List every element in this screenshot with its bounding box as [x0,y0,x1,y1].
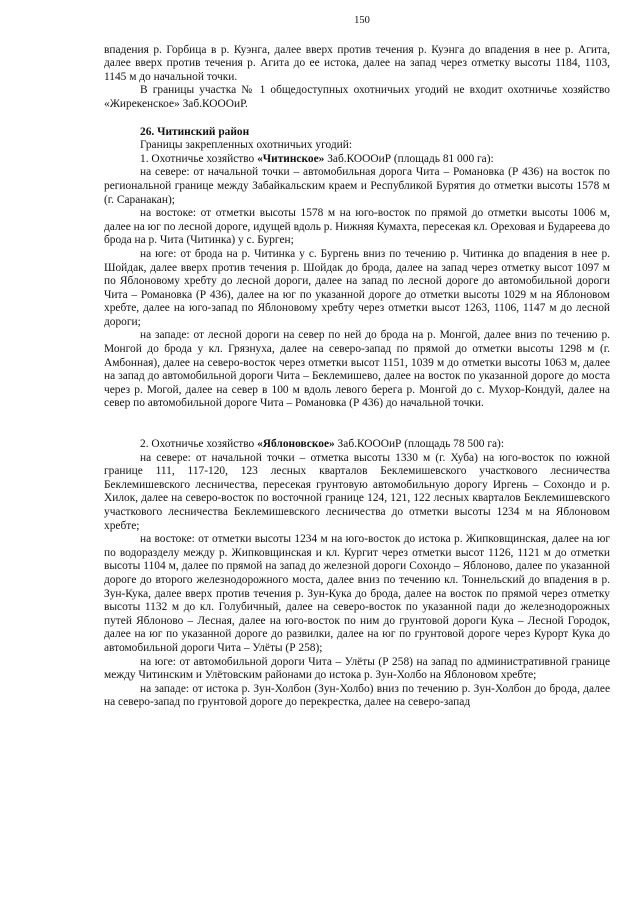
farm2-north: на севере: от начальной точки – отметка высоты 1330 м (г. Хуба) на юго-восток по южной границе 111, 117-120, 123 лесных кварталов Беклемишевского участкового лесничества Беклемишевского лесничества, пересекая грунтовую автомобильную дорогу Иргень – Сохондо и р. Хилок, далее на северо-восток по восточной границе 124, 121, 122 лесных кварталов Беклемишевского участкового лесничества Беклемишевского лесничества до отметки высоты 1234 м на Яблоновом хребте; [104,451,610,532]
boundaries-subheading: Границы закрепленных охотничьих угодий: [140,139,353,152]
farm2-south: на юге: от автомобильной дороги Чита – Улёты (Р 258) на запад по административной границе между Читинским и Улётовским районами до истока р. Зун-Холбо на Яблоновом хребте; [104,655,610,682]
farm2-suffix: Заб.КОООиР (площадь 78 500 га): [334,438,505,451]
intro-paragraph-1: впадения р. Горбица в р. Куэнга, далее вверх против течения р. Куэнга до впадения в нее р. Агита, далее вверх против течения р. Агита до ее истока, далее на запад через отметку высоты 1184, 1103, 1145 м до начальной точки. [104,43,610,83]
farm1-west: на западе: от лесной дороги на север по ней до брода на р. Монгой, далее вниз по течению р. Монгой до брода у кл. Грязнуха, далее на северо-запад по прямой до отметки высоты 1298 м (г. Амбонная), далее на северо-восток через отметки высот 1151, 1039 м до отметки высоты 1063 м, далее на запад до автомобильной дороги Чита – Беклемишево, далее на восток по указанной дороге до моста через р. Могой, далее на север в 100 м вдоль левого берега р. Монгой до с. Мухор-Кондуй, далее на север по автомобильной дороге Чита – Романовка (Р 436) до начальной точки. [104,329,610,410]
farm1-title [104,153,610,167]
farm1-prefix: 1. Охотничье хозяйство [140,152,258,165]
intro-paragraph-2: В границы участка № 1 общедоступных охотничьих угодий не входит охотничье хозяйство «Жирекенское» Заб.КОООиР. [104,84,610,110]
farm1-south: на юге: от брода на р. Читинка у с. Бургень вниз по течению р. Читинка до впадения в нее р. Шойдак, далее вверх против течения р. Шойдак до брода, далее на запад через отметку высот 1097 м по Яблоновому хребту до лесной дороги, далее на запад по лесной дороге до автомобильной дороги Чита – Романовка (Р 436), далее на юг по указанной дороге до отметки высоты 1029 м на Яблоновом хребте, далее на юго-запад по Яблоновому хребту через отметки высот 1263, 1106, 1147 м до лесной дороги; [104,247,610,328]
farm2-title [104,438,610,452]
farm2-name: «Яблоновское» [257,438,335,451]
district-heading: 26. Читинский район [140,125,250,138]
spacer [104,411,610,438]
spacer [104,112,610,126]
farm1-east: на востоке: от отметки высоты 1578 м на юго-восток по прямой до отметки высоты 1006 м, далее на юг по лесной дороге, идущей вдоль р. Нижняя Кумахта, пересекая кл. Ореховая и Будареева до брода на р. Чита (Читинка) у с. Бурген; [104,207,610,247]
page-number: 150 [354,15,370,26]
farm2-west: на западе: от истока р. Зун-Холбон (Зун-Холбо) вниз по течению р. Зун-Холбон до брода, далее на северо-запад по грунтовой дороге до перекрестка, далее на северо-запад [104,682,610,709]
farm1-suffix: Заб.КОООиР (площадь 81 000 га): [324,152,494,165]
farm1-north: на севере: от начальной точки – автомобильная дорога Чита – Романовка (Р 436) на восток по региональной границе между Забайкальским краем и Республикой Бурятия до отметки высоты 1578 м (г. Саранакан); [104,166,610,206]
farm2-prefix: 2. Охотничье хозяйство [140,438,258,451]
section-heading [104,126,610,140]
farm2-east: на востоке: от отметки высоты 1234 м на юго-восток до истока р. Жипковщинская, далее на юг по водоразделу между р. Жипковщинская и кл. Кургит через отметки высот 1126, 1121 м до отметки высоты 1104 м, далее по прямой на запад до железной дороги Сохондо – Яблоново, далее по указанной дороге до второго железнодорожного моста, далее вниз по течению кл. Тоннельский до впадения в р. Зун-Кука, далее вверх против течения р. Зун-Кука до брода, далее на восток по прямой через отметку высоты 1132 м до кл. Голубичный, далее на северо-восток по указанной пади до железнодорожных путей Яблоново – Лесная, далее на юго-восток по ним до грунтовой дороги Кука – Лесной Городок, далее на юг по указанной дороге до развилки, далее на юг по грунтовой дороге через Курорт Кука до автомобильной дороги Чита – Улёты (Р 258); [104,533,610,654]
farm1-name: «Читинское» [257,152,325,165]
